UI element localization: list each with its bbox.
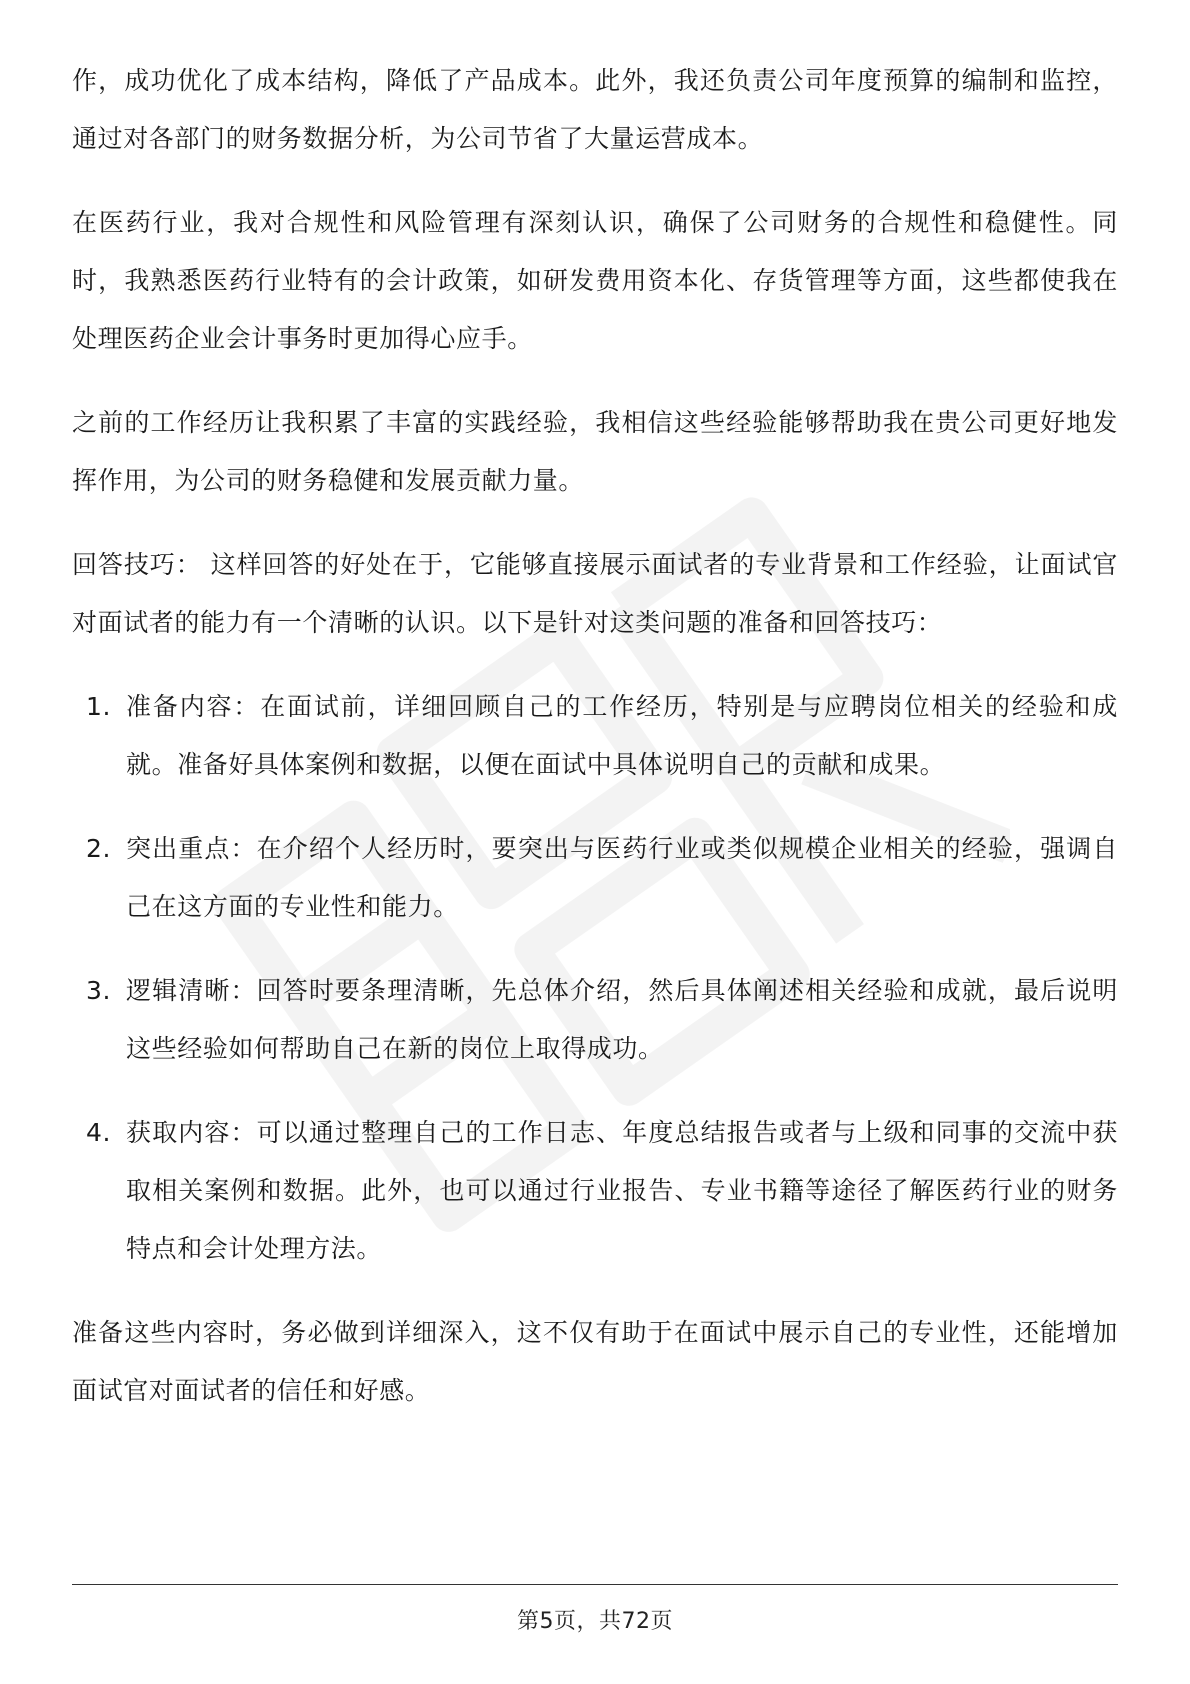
tips-list <box>72 678 1118 1278</box>
paragraph-experience-summary: 之前的工作经历让我积累了丰富的实践经验，我相信这些经验能够帮助我在贵公司更好地发挥作用，为公司的财务稳健和发展贡献力量。 <box>72 408 1118 495</box>
list-item-text: 获取内容：可以通过整理自己的工作日志、年度总结报告或者与上级和同事的交流中获取相关案例和数据。此外，也可以通过行业报告、专业书籍等途径了解医药行业的财务特点和会计处理方法。 <box>126 1118 1118 1263</box>
page-number: 第5页，共72页 <box>517 1609 673 1634</box>
list-item <box>72 962 1118 1078</box>
list-item-number: 3. <box>86 976 112 1005</box>
list-item <box>72 820 1118 936</box>
list-item-number: 1. <box>86 692 112 721</box>
list-item-text: 准备内容：在面试前，详细回顾自己的工作经历，特别是与应聘岗位相关的经验和成就。准备好具体案例和数据，以便在面试中具体说明自己的贡献和成果。 <box>126 692 1118 779</box>
footer-divider <box>72 1584 1118 1585</box>
list-item-text: 逻辑清晰：回答时要条理清晰，先总体介绍，然后具体阐述相关经验和成就，最后说明这些经验如何帮助自己在新的岗位上取得成功。 <box>126 976 1118 1063</box>
list-item-number: 4. <box>86 1118 112 1147</box>
paragraph-experience-cost: 作，成功优化了成本结构，降低了产品成本。此外，我还负责公司年度预算的编制和监控，通过对各部门的财务数据分析，为公司节省了大量运营成本。 <box>72 66 1118 153</box>
list-item-text: 突出重点：在介绍个人经历时，要突出与医药行业或类似规模企业相关的经验，强调自己在这方面的专业性和能力。 <box>126 834 1118 921</box>
main-content <box>72 52 1118 1446</box>
list-item <box>72 678 1118 794</box>
list-item-number: 2. <box>86 834 112 863</box>
paragraph-pharma-compliance: 在医药行业，我对合规性和风险管理有深刻认识，确保了公司财务的合规性和稳健性。同时，我熟悉医药行业特有的会计政策，如研发费用资本化、存货管理等方面，这些都使我在处理医药企业会计事务时更加得心应手。 <box>72 208 1118 353</box>
paragraph-answer-tips: 回答技巧： 这样回答的好处在于，它能够直接展示面试者的专业背景和工作经验，让面试官对面试者的能力有一个清晰的认识。以下是针对这类问题的准备和回答技巧： <box>72 550 1118 637</box>
paragraph-conclusion: 准备这些内容时，务必做到详细深入，这不仅有助于在面试中展示自己的专业性，还能增加面试官对面试者的信任和好感。 <box>72 1318 1118 1405</box>
list-item <box>72 1104 1118 1278</box>
